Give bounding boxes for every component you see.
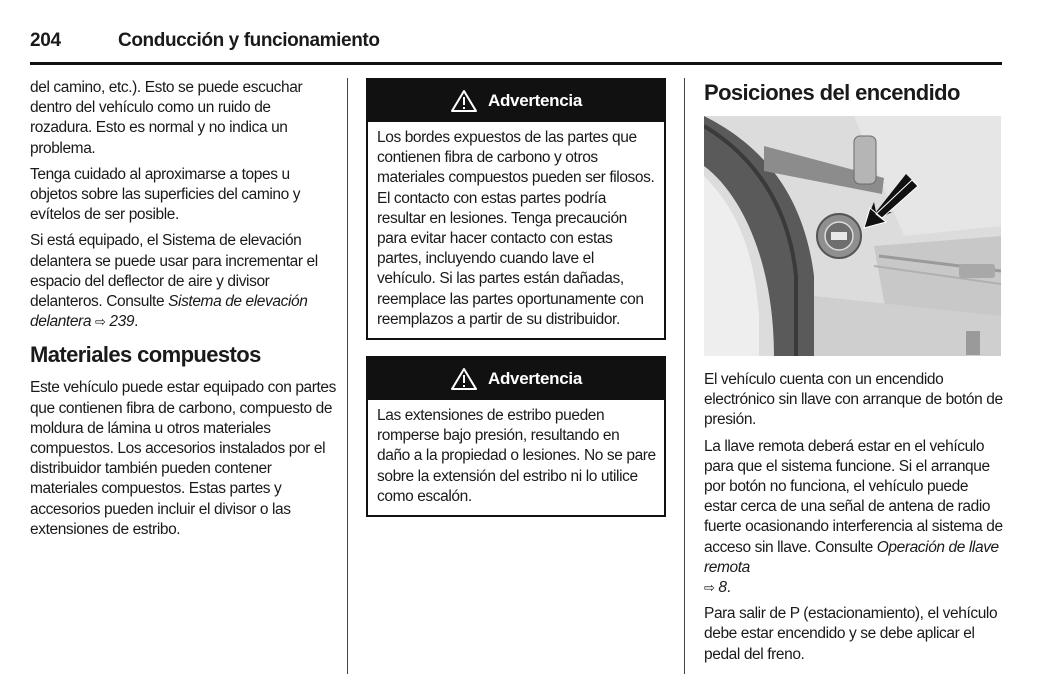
paragraph-bumps-caution: Tenga cuidado al aproximarse a topes u objetos sobre las superficies del camino y evítelos de ser posible. xyxy=(30,165,301,224)
page-header xyxy=(30,28,1002,65)
paragraph-keyless-ignition: El vehículo cuenta con un encendido electrónico sin llave con arranque de botón de presión. xyxy=(704,371,1003,429)
section-title: Conducción y funcionamiento xyxy=(118,30,380,51)
warning-body: Las extensiones de estribo pueden romperse bajo presión, resultando en daño a la propiedad o lesiones. No se pare sobre la extensión del estribo ni lo utilice como escalón. xyxy=(377,407,656,505)
ignition-button-photo xyxy=(704,116,1001,356)
warning-triangle-icon xyxy=(450,89,478,113)
front-lift-page[interactable]: 239 xyxy=(109,313,135,331)
warning-header xyxy=(368,80,664,122)
paragraph-park-exit: Para salir de P (estacionamiento), el vehículo debe estar encendido y se debe aplicar el pedal del freno. xyxy=(704,605,998,663)
warning-triangle-icon xyxy=(450,367,478,391)
remote-key-text: La llave remota deberá estar en el vehículo para que el sistema funcione. Si el arranque por botón no funciona, el vehículo puede estar cerca de una señal de antena de radio fuerte ocasionando interferencia al sistema de acceso sin llave. Consulte xyxy=(704,437,1003,556)
page-number: 204 xyxy=(30,30,61,51)
paragraph-road-noise: del camino, etc.). Esto se puede escuchar dentro del vehículo como un ruido de rozadura. Esto es normal y no indica un problema. xyxy=(30,79,303,157)
column-left xyxy=(30,78,336,546)
remote-key-period: . xyxy=(726,579,731,597)
column-right xyxy=(704,78,1004,671)
column-divider-2 xyxy=(684,78,685,674)
warning-body: Los bordes expuestos de las partes que contienen fibra de carbono y otros materiales compuestos pueden ser filosos. El contacto con estas partes podría resultar en lesiones. Tenga precaución para evitar hacer contacto con estas partes, incluyendo cuando lave el vehículo. Si las partes están dañadas, reemplace las partes oportunamente con reemplazos a partir de su distribuidor. xyxy=(377,129,655,328)
page-reference-arrow-icon: ⇨ xyxy=(704,580,715,596)
heading-composite-materials: Materiales compuestos xyxy=(30,342,261,368)
remote-key-reference[interactable]: Operación de llave remota xyxy=(704,538,999,576)
warning-header xyxy=(368,358,664,400)
paragraph-remote-key xyxy=(704,437,1004,599)
front-lift-period: . xyxy=(134,313,138,331)
column-divider-1 xyxy=(347,78,348,674)
warning-box-carbon-fiber xyxy=(366,78,666,340)
page-reference-arrow-icon: ⇨ xyxy=(94,314,106,330)
remote-key-page[interactable]: 8 xyxy=(718,579,727,597)
warning-title: Advertencia xyxy=(487,368,583,388)
front-lift-text: Si está equipado, el Sistema de elevación delantera se puede usar para incrementar el espacio del deflector de aire y divisor delanteros. Consulte xyxy=(30,232,318,311)
paragraph-composite-materials: Este vehículo puede estar equipado con partes que contienen fibra de carbono, compuesto de moldura de lámina u otros materiales compuestos. Los accesorios instalados por el distribuidor también pueden contener materiales compuestos. Estas partes y accesorios pueden incluir el divisor o las extensiones de estribo. xyxy=(30,379,337,538)
paragraph-front-lift xyxy=(30,231,336,332)
front-lift-reference[interactable]: Sistema de elevación delantera xyxy=(30,293,308,331)
warning-box-step-extension xyxy=(366,356,666,517)
column-middle xyxy=(366,78,666,533)
heading-ignition-positions: Posiciones del encendido xyxy=(704,80,960,105)
warning-title: Advertencia xyxy=(487,90,583,110)
